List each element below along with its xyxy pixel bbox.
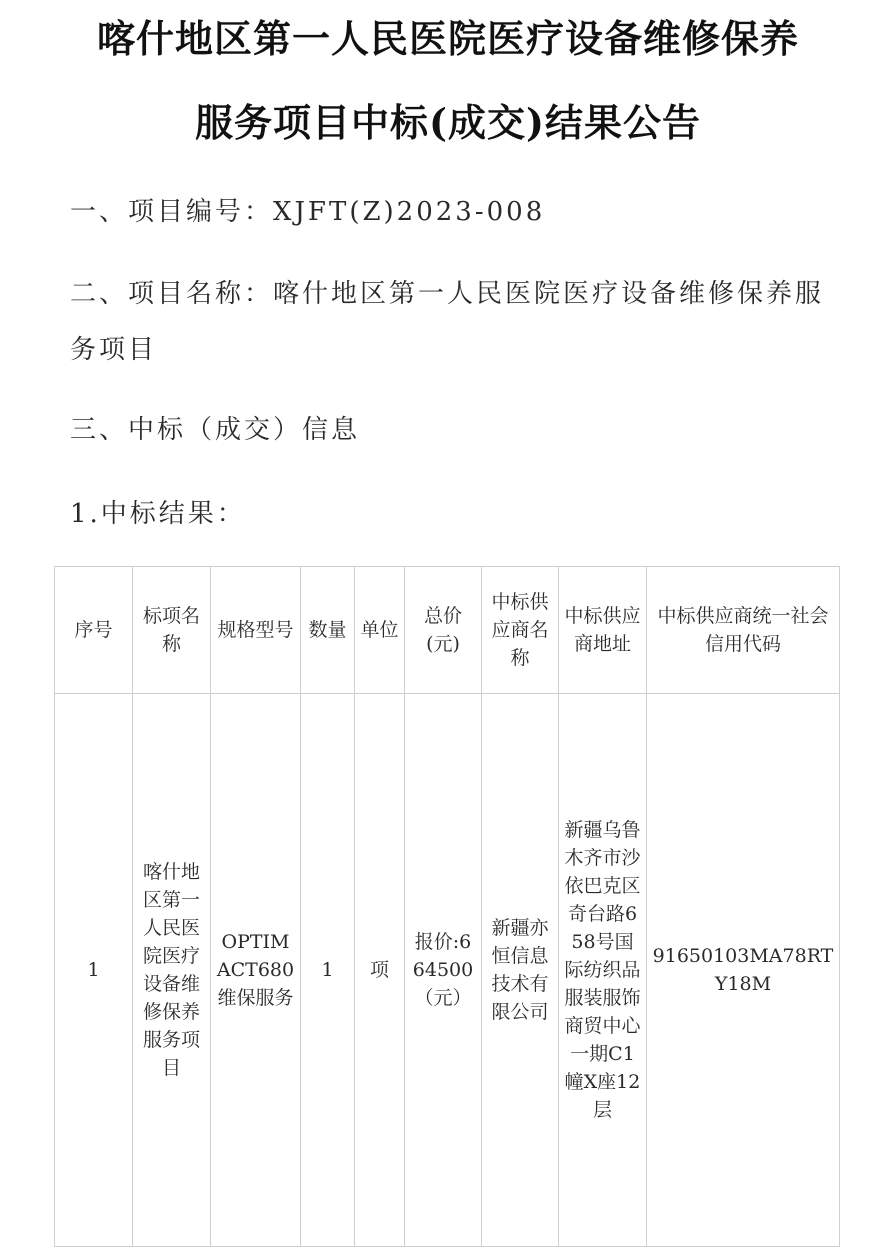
- cell-spec: OPTIMACT680维保服务: [211, 694, 301, 1247]
- cell-item-name: 喀什地区第一人民医院医疗设备维修保养服务项目: [133, 694, 211, 1247]
- table-header-row: [55, 567, 840, 694]
- announcement-title-line2: 服务项目中标(成交)结果公告: [195, 100, 701, 145]
- header-credit-code: 中标供应商统一社会信用代码: [647, 567, 840, 694]
- header-quantity: 数量: [301, 567, 355, 694]
- header-supplier-address: 中标供应商地址: [559, 567, 647, 694]
- cell-unit: 项: [355, 694, 405, 1247]
- header-spec: 规格型号: [211, 567, 301, 694]
- table-row: [55, 694, 840, 1247]
- award-result-heading: 1.中标结果：: [70, 499, 246, 529]
- header-item-name: 标项名称: [133, 567, 211, 694]
- project-number: 一、项目编号：XJFT(Z)2023-008: [70, 197, 546, 227]
- cell-quantity: 1: [301, 694, 355, 1247]
- header-total-price: 总价(元): [405, 567, 482, 694]
- award-info-heading: 三、中标（成交）信息: [70, 415, 361, 445]
- cell-credit-code: 91650103MA78RTY18M: [647, 694, 840, 1247]
- award-result-table: [54, 566, 840, 1247]
- header-serial: 序号: [55, 567, 133, 694]
- cell-serial: 1: [55, 694, 133, 1247]
- header-unit: 单位: [355, 567, 405, 694]
- cell-supplier-address: 新疆乌鲁木齐市沙依巴克区奇台路658号国际纺织品服装服饰商贸中心一期C1幢X座12层: [559, 694, 647, 1247]
- cell-supplier-name: 新疆亦恒信息技术有限公司: [482, 694, 559, 1247]
- header-supplier-name: 中标供应商名称: [482, 567, 559, 694]
- announcement-title-line1: 喀什地区第一人民医院医疗设备维修保养: [96, 16, 799, 61]
- project-name: 二、项目名称：喀什地区第一人民医院医疗设备维修保养服务项目: [70, 279, 825, 365]
- cell-total-price: 报价:664500（元）: [405, 694, 482, 1247]
